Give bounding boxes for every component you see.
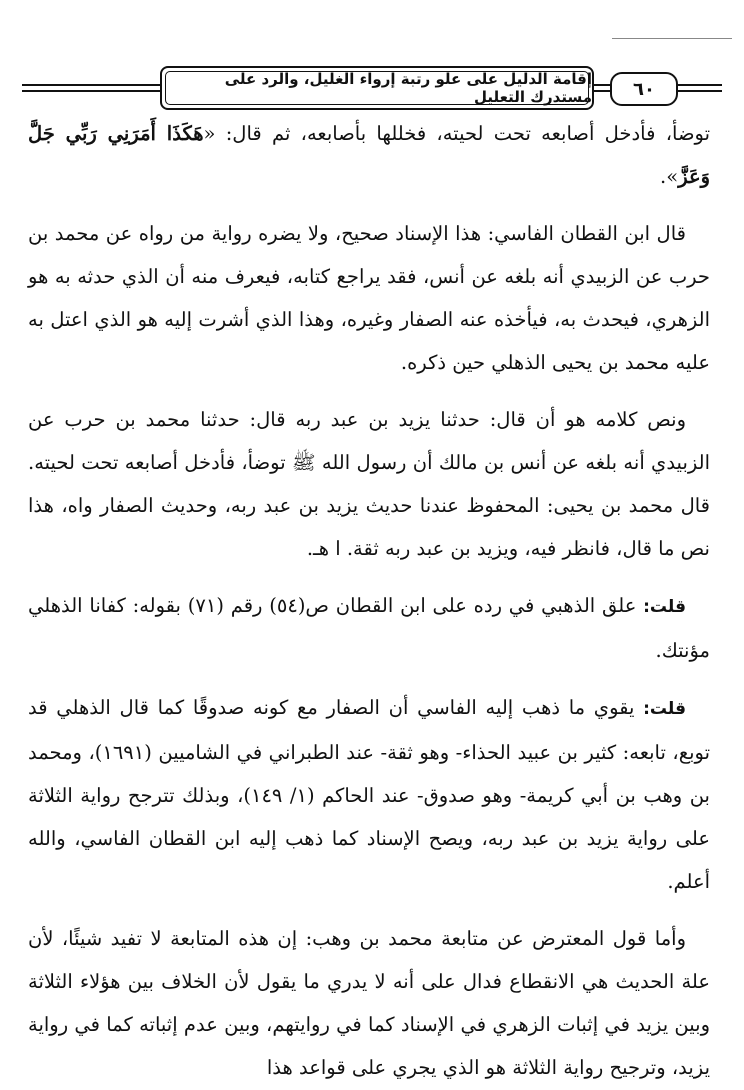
top-rule [612,38,732,39]
paragraph-qultu-1: قلت: علق الذهبي في رده على ابن القطان ص(٥٤) رقم (٧١) بقوله: كفانا الذهلي مؤنتك. [28,594,710,662]
paragraph-hadith: توضأ، فأدخل أصابعه تحت لحيته، فخللها بأصابعه، ثم قال: «هَكَذَا أَمَرَنِي رَبِّي جَلَّ وَعَزَّ». [28,122,710,188]
page-header [22,66,722,106]
paragraph-text-of-speech: ونص كلامه هو أن قال: حدثنا يزيد بن عبد ربه قال: حدثنا محمد بن حرب عن الزبيدي أنه بلغه عن أنس بن مالك أن رسول الله ﷺ توضأ، فأدخل أصابعه تحت لحيته. قال محمد بن يحيى: المحفوظ عندنا حديث يزيد بن عبد ربه، وحديث الصفار واه، هذا نص ما قال، فانظر فيه، ويزيد بن عبد ربه ثقة. ا هـ. [28,408,710,560]
qultu-label: قلت: [643,597,686,617]
running-title: إقامة الدليل على علو رتبة إرواء الغليل، والرد على مستدرك التعليل [160,66,594,110]
paragraph-qultu-2: قلت: يقوي ما ذهب إليه الفاسي أن الصفار مع كونه صدوقًا كما قال الذهلي قد توبع، تابعه: كثير بن عبيد الحذاء- وهو ثقة- عند الطبراني في الشاميين (١٦٩١)، ومحمد بن وهب بن أبي كريمة- وهو صدوق- عند الحاكم (١/ ١٤٩)، وبذلك تترجح رواية الثلاثة على رواية يزيد بن عبد ربه، ويصح الإسناد كما ذهب إليه ابن القطان الفاسي، والله أعلم. [28,696,711,893]
page-body [28,112,710,1089]
page-number: ٦٠ [610,72,678,106]
hadith-quote: هَكَذَا أَمَرَنِي رَبِّي جَلَّ وَعَزَّ [28,122,710,188]
paragraph-ibn-alqattan: قال ابن القطان الفاسي: هذا الإسناد صحيح، ولا يضره رواية من رواه عن محمد بن حرب عن الزبيدي أنه بلغه عن أنس، فقد يراجع كتابه، فيعرف منه أن الذي حدثه به هو الزهري، فيحدث به، فيأخذه عنه الصفار وغيره، وهذا الذي أشرت إليه هو الذي اعتل به عليه محمد بن يحيى الذهلي حين ذكره. [28,222,710,374]
paragraph-objector: وأما قول المعترض عن متابعة محمد بن وهب: إن هذه المتابعة لا تفيد شيئًا، لأن علة الحديث هي الانقطاع فدال على أنه لا يدري ما يقول لأن الخلاف بين هؤلاء الثلاثة وبين يزيد في إثبات الزهري في الإسناد كما في روايتهم، وبين عدم إثباته كما في رواية يزيد، وترجيح رواية الثلاثة هو الذي يجري على قواعد هذا [28,927,710,1079]
qultu-label: قلت: [643,699,686,719]
